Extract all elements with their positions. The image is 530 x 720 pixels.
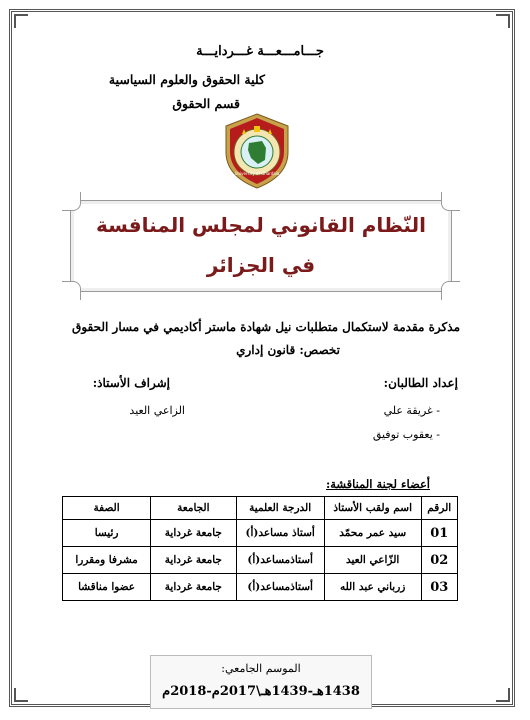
table-cell: عضوا مناقشا	[63, 574, 151, 601]
supervisor-name: الزاعي العيد	[129, 404, 185, 417]
border-corner	[14, 688, 28, 702]
table-cell: مشرفا ومقررا	[63, 547, 151, 574]
thesis-title-line1: النّظام القانوني لمجلس المنافسة	[96, 213, 426, 237]
academic-season-box	[150, 655, 372, 709]
table-cell: الزّاعي العيد	[324, 547, 421, 574]
table-cell: زرباني عبد الله	[324, 574, 421, 601]
table-row	[63, 520, 458, 547]
column-header: الجامعة	[151, 497, 236, 520]
table-cell: جامعة غرداية	[151, 547, 236, 574]
table-cell: 03	[421, 574, 457, 601]
table-cell: أستاذ مساعد(أ)	[236, 520, 324, 547]
table-cell: أستاذمساعد(أ)	[236, 547, 324, 574]
table-cell: 02	[421, 547, 457, 574]
prepared-by-label: إعداد الطالبان:	[383, 376, 458, 390]
title-box-corner	[441, 281, 460, 300]
student-name: - غريقة علي	[383, 404, 440, 417]
table-row	[63, 547, 458, 574]
thesis-title-line2: في الجزائر	[206, 253, 316, 277]
seal-ring-text: University of Ghardaia	[234, 171, 280, 176]
committee-table	[62, 496, 458, 601]
student-name: - يعقوب توفيق	[372, 428, 440, 441]
season-label: الموسم الجامعي:	[221, 662, 301, 675]
university-name: جـــامـــعـــة غـــردايـــة	[196, 44, 324, 59]
memo-description: مذكرة مقدمة لاستكمال متطلبات نيل شهادة ماستر أكاديمي في مسار الحقوق	[72, 320, 460, 334]
committee-title: أعضاء لجنة المناقشة:	[326, 477, 430, 491]
specialization: تخصص: قانون إداري	[236, 343, 340, 357]
table-cell: جامعة غرداية	[151, 520, 236, 547]
border-corner	[14, 14, 28, 28]
faculty-name: كلية الحقوق والعلوم السياسية	[108, 72, 265, 87]
table-header-row	[63, 497, 458, 520]
thesis-title-box	[70, 200, 452, 292]
column-header: الدرجة العلمية	[236, 497, 324, 520]
table-cell: سيد عمر محمّد	[324, 520, 421, 547]
table-row	[63, 574, 458, 601]
table-cell: 01	[421, 520, 457, 547]
border-corner	[496, 688, 510, 702]
column-header: الصفة	[63, 497, 151, 520]
season-value: 1438هـ-1439هـ\2017م-2018م	[162, 684, 360, 699]
table-cell: أستاذمساعد(أ)	[236, 574, 324, 601]
supervision-label: إشراف الأستاذ:	[92, 376, 170, 390]
column-header: اسم ولقب الأستاذ	[324, 497, 421, 520]
border-corner	[496, 14, 510, 28]
department-name: قسم الحقوق	[172, 96, 240, 111]
table-cell: جامعة غرداية	[151, 574, 236, 601]
title-box-corner	[62, 281, 81, 300]
table-cell: رئيسا	[63, 520, 151, 547]
column-header: الرقم	[421, 497, 457, 520]
university-seal-icon	[222, 112, 292, 190]
